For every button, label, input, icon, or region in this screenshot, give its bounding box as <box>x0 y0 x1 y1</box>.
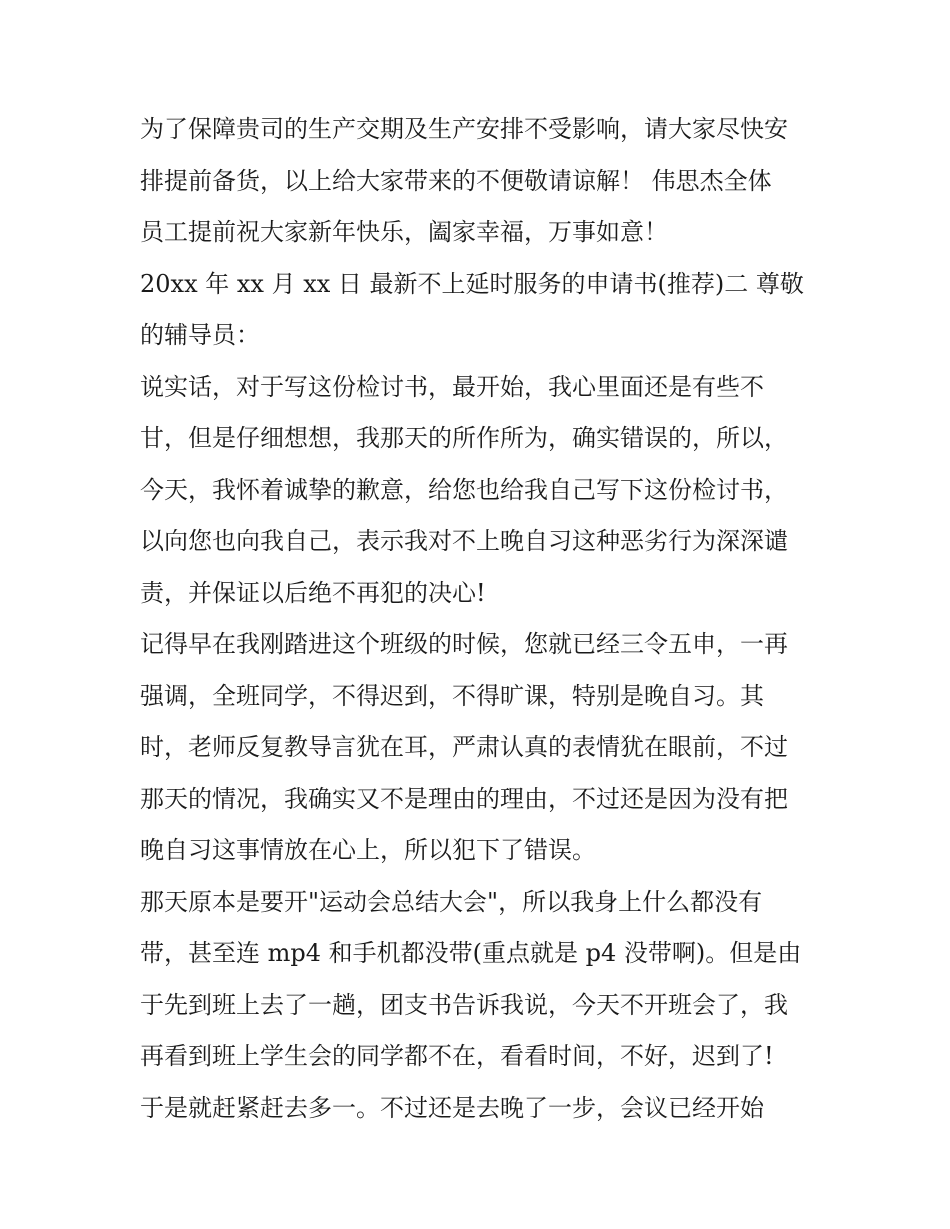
text-line: 强调，全班同学，不得迟到，不得旷课，特别是晚自习。其 <box>140 681 764 710</box>
text-line: 带，甚至连 mp4 和手机都没带(重点就是 p4 没带啊)。但是由 <box>140 939 802 967</box>
text-line: 时，老师反复教导言犹在耳，严肃认真的表情犹在眼前，不过 <box>140 733 788 761</box>
document-body <box>140 104 820 1134</box>
text-line: 排提前备货，以上给大家带来的不便敬请谅解！ 伟思杰全体 <box>140 166 772 195</box>
text-line: 那天原本是要开"运动会总结大会"，所以我身上什么都没有 <box>140 887 763 916</box>
text-line: 于先到班上去了一趟，团支书告诉我说，今天不开班会了，我 <box>140 990 788 1019</box>
text-line: 20xx 年 xx 月 xx 日 最新不上延时服务的申请书(推荐)二 尊敬 <box>140 269 804 298</box>
text-line: 为了保障贵司的生产交期及生产安排不受影响，请大家尽快安 <box>140 115 788 143</box>
text-line: 责，并保证以后绝不再犯的决心! <box>140 578 486 607</box>
text-line: 那天的情况，我确实又不是理由的理由，不过还是因为没有把 <box>140 784 788 813</box>
text-line: 甘，但是仔细想想，我那天的所作所为，确实错误的，所以， <box>140 424 788 452</box>
text-line: 以向您也向我自己，表示我对不上晚自习这种恶劣行为深深谴 <box>140 527 788 555</box>
text-line: 今天，我怀着诚挚的歉意，给您也给我自己写下这份检讨书， <box>140 475 788 504</box>
text-line: 再看到班上学生会的同学都不在，看看时间，不好，迟到了! <box>140 1042 774 1070</box>
text-line: 晚自习这事情放在心上，所以犯下了错误。 <box>140 836 596 864</box>
text-line: 员工提前祝大家新年快乐，阖家幸福，万事如意！ <box>140 218 668 246</box>
text-line: 的辅导员： <box>140 321 260 349</box>
text-line: 于是就赶紧赶去多一。不过还是去晚了一步，会议已经开始 <box>140 1093 764 1122</box>
text-line: 记得早在我刚踏进这个班级的时候，您就已经三令五申，一再 <box>140 630 788 658</box>
text-line: 说实话，对于写这份检讨书，最开始，我心里面还是有些不 <box>140 372 764 401</box>
